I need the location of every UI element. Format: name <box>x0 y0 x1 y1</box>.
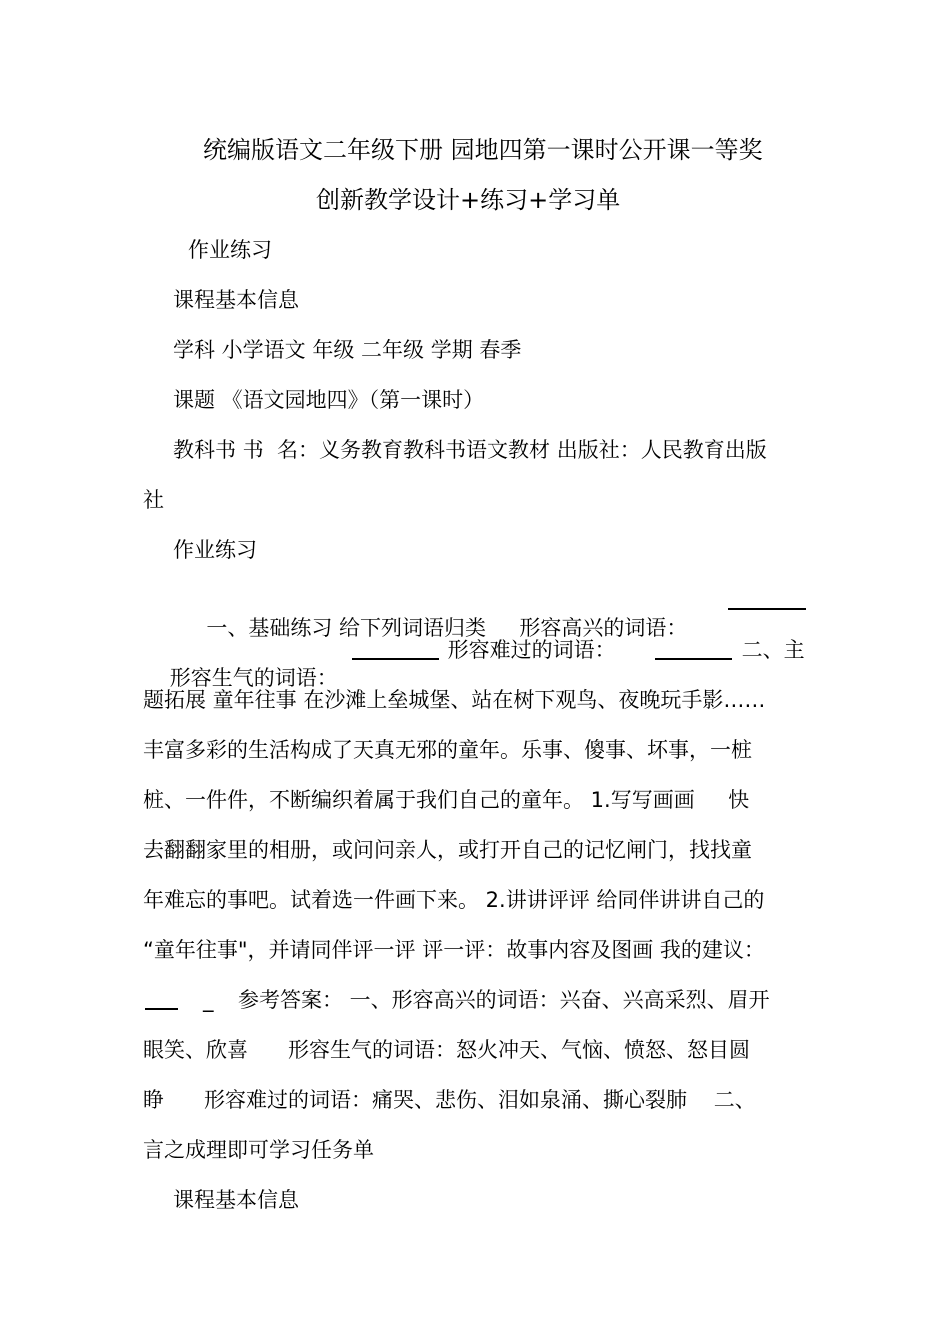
answer-key-line-2: 眼笑、欣喜 形容生气的词语：怒火冲天、气恼、愤怒、怒目圆 <box>143 1038 751 1062</box>
textbook-line: 教科书 书 名：义务教育教科书语文教材 出版社：人民教育出版 <box>173 438 767 462</box>
exercise-line-2b: 形容难过的词语： <box>441 638 616 662</box>
answer-blank-suggestion <box>145 990 178 1010</box>
exercise-text: 形容生气的词语： <box>169 666 338 690</box>
section-heading-course-info-2: 课程基本信息 <box>173 1188 299 1212</box>
exercise-line-2 <box>143 636 338 690</box>
answer-blank-angry <box>352 640 439 660</box>
textbook-line-continued: 社 <box>143 488 164 512</box>
exercise-line-6: 去翻翻家里的相册，或问问亲人，或打开自己的记忆闸门，找找童 <box>143 838 752 862</box>
exercise-line-5: 桩、一件件，不断编织着属于我们自己的童年。 1.写写画画 快 <box>143 788 750 812</box>
exercise-text: 一、基础练习 给下列词语归类 形容高兴的词语： <box>199 616 688 640</box>
exercise-line-3: 题拓展 童年往事 在沙滩上垒城堡、站在树下观鸟、夜晚玩手影…… <box>143 688 766 712</box>
answer-underscore: _ <box>203 988 214 1012</box>
course-subject-line: 学科 小学语文 年级 二年级 学期 春季 <box>173 338 522 362</box>
answer-key-line-4: 言之成理即可学习任务单 <box>143 1138 374 1162</box>
document-title-line-2: 创新教学设计+练习+学习单 <box>316 186 621 214</box>
section-heading-homework: 作业练习 <box>188 238 272 262</box>
exercise-line-8: “童年往事"，并请同伴评一评 评一评：故事内容及图画 我的建议： <box>143 938 765 962</box>
answer-blank-sad <box>655 640 732 660</box>
answer-blank-happy <box>728 590 806 610</box>
document-title-line-1: 统编版语文二年级下册 园地四第一课时公开课一等奖 <box>203 136 763 164</box>
answer-key-line-3: 睁 形容难过的词语：痛哭、悲伤、泪如泉涌、撕心裂肺 二、 <box>143 1088 756 1112</box>
answer-key-line-1: 参考答案： 一、形容高兴的词语：兴奋、兴高采烈、眉开 <box>238 988 770 1012</box>
section-heading-course-info: 课程基本信息 <box>173 288 299 312</box>
course-topic-line: 课题 《语文园地四》（第一课时） <box>173 388 485 412</box>
exercise-line-7: 年难忘的事吧。试着选一件画下来。 2.讲讲评评 给同伴讲讲自己的 <box>143 888 765 912</box>
exercise-line-1 <box>173 586 688 640</box>
exercise-line-2c: 二、主 <box>735 638 805 662</box>
exercise-line-4: 丰富多彩的生活构成了天真无邪的童年。乐事、傻事、坏事，一桩 <box>143 738 752 762</box>
section-heading-homework-2: 作业练习 <box>173 538 257 562</box>
